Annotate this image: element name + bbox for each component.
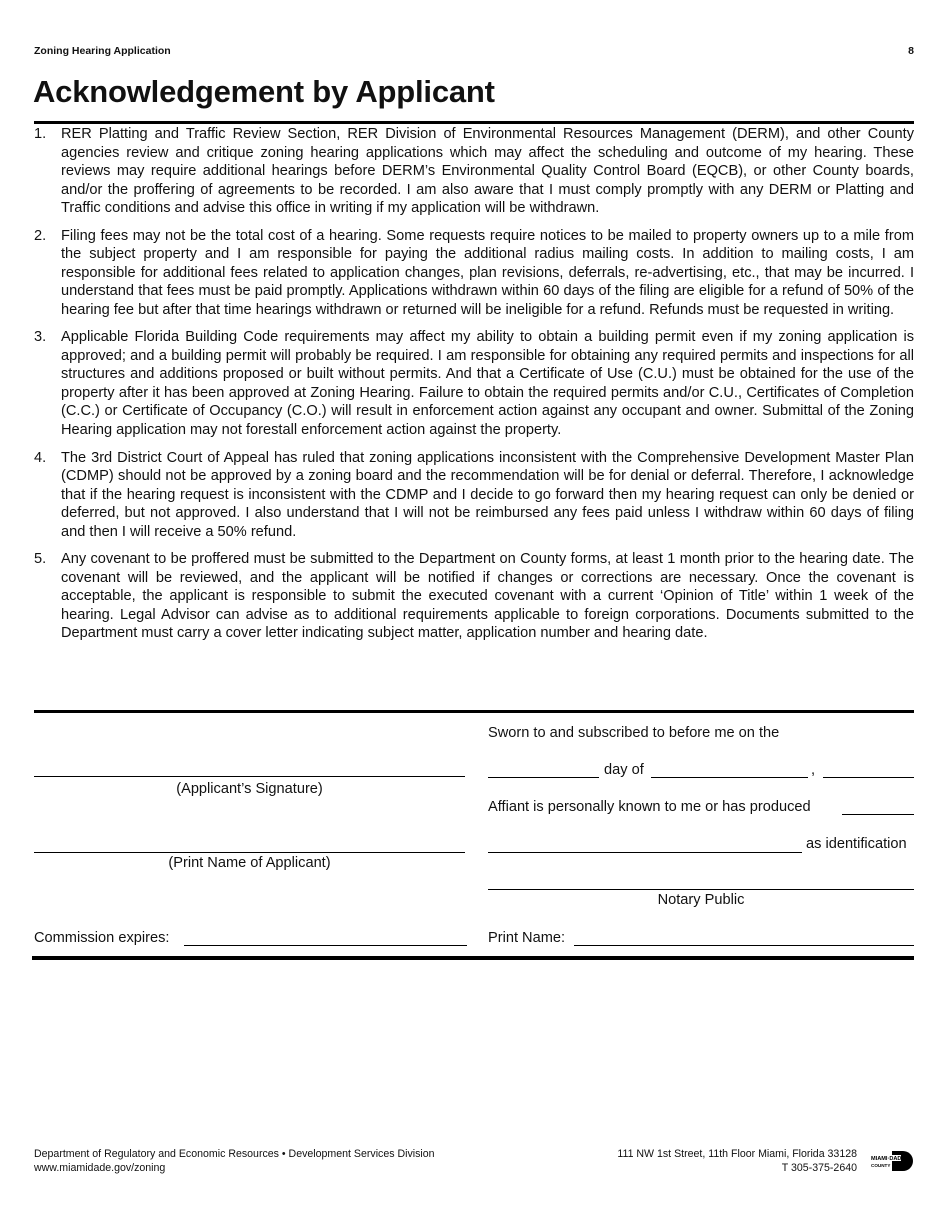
notary-print-name-line[interactable] <box>574 945 914 946</box>
item-number: 2. <box>34 227 47 244</box>
item-text: Filing fees may not be the total cost of a hearing. Some requests require notices to be mailed to property owners up to a mile from the subject property and I am responsible for paying the additional radius mailing costs. In addition to mailing costs, I am responsible for additional fees related to application changes, plan revisions, deferrals, re-advertising, etc., that may be incurred. I understand that fees must be paid promptly. Applications withdrawn within 60 days of the filing are eligible for a refund of 50% of the hearing fee but after that time hearings withdrawn or returned will be ineligible for a refund. Refunds must be requested in writing. <box>61 227 914 318</box>
item-number: 4. <box>34 449 47 466</box>
sworn-text: Sworn to and subscribed to before me on the <box>488 725 780 741</box>
item-number: 1. <box>34 126 47 142</box>
notary-public-label: Notary Public <box>657 892 745 908</box>
page-number: 8 <box>908 45 914 57</box>
footer-department: Department of Regulatory and Economic Resources • Development Services Division <box>34 1148 435 1160</box>
item-text: Any covenant to be proffered must be submitted to the Department on County forms, at least 1 month prior to the hearing date. The covenant will be reviewed, and the applicant will be notified if changes or corrections are necessary. Once the covenant is acceptable, the applicant is responsible to submit the executed covenant with a current ‘Opinion of Title’ within 1 week of the hearing. Legal Advisor can advise as to additional requirements applicable to foreign corporations. Documents submitted to the Department must carry a cover letter indicating subject matter, application number and hearing date. <box>61 551 914 642</box>
footer-address: 111 NW 1st Street, 11th Floor Miami, Florida 33128 <box>617 1148 857 1160</box>
section-divider <box>34 710 914 713</box>
footer-right <box>617 1148 857 1175</box>
item-number: 3. <box>34 329 47 346</box>
list-item <box>34 328 914 439</box>
day-line[interactable] <box>488 777 599 778</box>
logo-text-miami-dade: MIAMI·DADE <box>871 1156 906 1162</box>
notary-print-name-label: Print Name: <box>488 930 566 946</box>
list-item <box>34 125 914 218</box>
list-item <box>34 550 914 643</box>
affiant-text: Affiant is personally known to me or has produced <box>488 799 811 815</box>
identification-line[interactable] <box>488 852 802 853</box>
footer-left <box>34 1148 435 1175</box>
commission-expires-label: Commission expires: <box>34 930 170 946</box>
item-text: Applicable Florida Building Code requirements may affect my ability to obtain a building permit even if my zoning application is approved; and a building permit will probably be required. I am responsible for obtaining any required permits and inspections for all structures and additions proposed or built without permits. And that a Certificate of Use (C.U.) must be obtained for the use of the property after it has been approved at Zoning Hearing. Failure to obtain the required permits and/or C.U., Certificates of Completion (C.C.) or Certificate of Occupancy (C.O.) will result in enforcement action against any occupant and owner. Submittal of the Zoning Hearing application may not forestall enforcement action against the property. <box>61 329 914 438</box>
date-comma: , <box>811 762 816 778</box>
year-line[interactable] <box>823 777 914 778</box>
applicant-signature-label: (Applicant’s Signature) <box>176 781 323 797</box>
item-number: 5. <box>34 551 47 568</box>
notary-signature-line[interactable] <box>488 889 914 890</box>
list-item <box>34 449 914 542</box>
day-of-label: day of <box>604 762 644 778</box>
as-identification-label: as identification <box>806 836 907 852</box>
signature-section-bottom-rule <box>32 956 914 960</box>
header-section-title: Zoning Hearing Application <box>34 45 171 57</box>
page-title: Acknowledgement by Applicant <box>33 74 495 109</box>
footer-website-link[interactable]: www.miamidade.gov/zoning <box>34 1161 166 1174</box>
commission-expires-line[interactable] <box>184 945 467 946</box>
applicant-signature-line[interactable] <box>34 776 465 777</box>
title-divider <box>34 121 914 124</box>
list-item <box>34 227 914 320</box>
month-line[interactable] <box>651 777 808 778</box>
footer-phone: T 305-375-2640 <box>781 1161 857 1174</box>
miami-dade-logo-icon <box>870 1150 914 1172</box>
acknowledgement-list <box>34 125 914 652</box>
print-name-applicant-label: (Print Name of Applicant) <box>168 855 331 871</box>
print-name-applicant-line[interactable] <box>34 852 465 853</box>
produced-line[interactable] <box>842 814 914 815</box>
logo-text-county: COUNTY <box>871 1162 891 1168</box>
item-text: RER Platting and Traffic Review Section, RER Division of Environmental Resources Management (DERM), and other County agencies review and critique zoning hearing applications which may affect the scheduling and outcome of my hearing. These reviews may require additional hearings before DERM’s Environmental Quality Control Board (EQCB), or other County boards, and/or the proffering of agreements to be recorded. I am also aware that I must comply promptly with any DERM or Platting and Traffic conditions and advise this office in writing if my application will be withdrawn. <box>61 126 914 216</box>
item-text: The 3rd District Court of Appeal has ruled that zoning applications inconsistent with the Comprehensive Development Master Plan (CDMP) should not be approved by a zoning board and the recommendation will be for denial or deferral. Therefore, I acknowledge that if the hearing request is inconsistent with the CDMP and I decide to go forward then my hearing request can only be denied or deferred, but not approved. I also understand that I will not be reimbursed any fees paid unless I withdraw within 60 days of filing and then I will receive a 50% refund. <box>61 449 914 540</box>
